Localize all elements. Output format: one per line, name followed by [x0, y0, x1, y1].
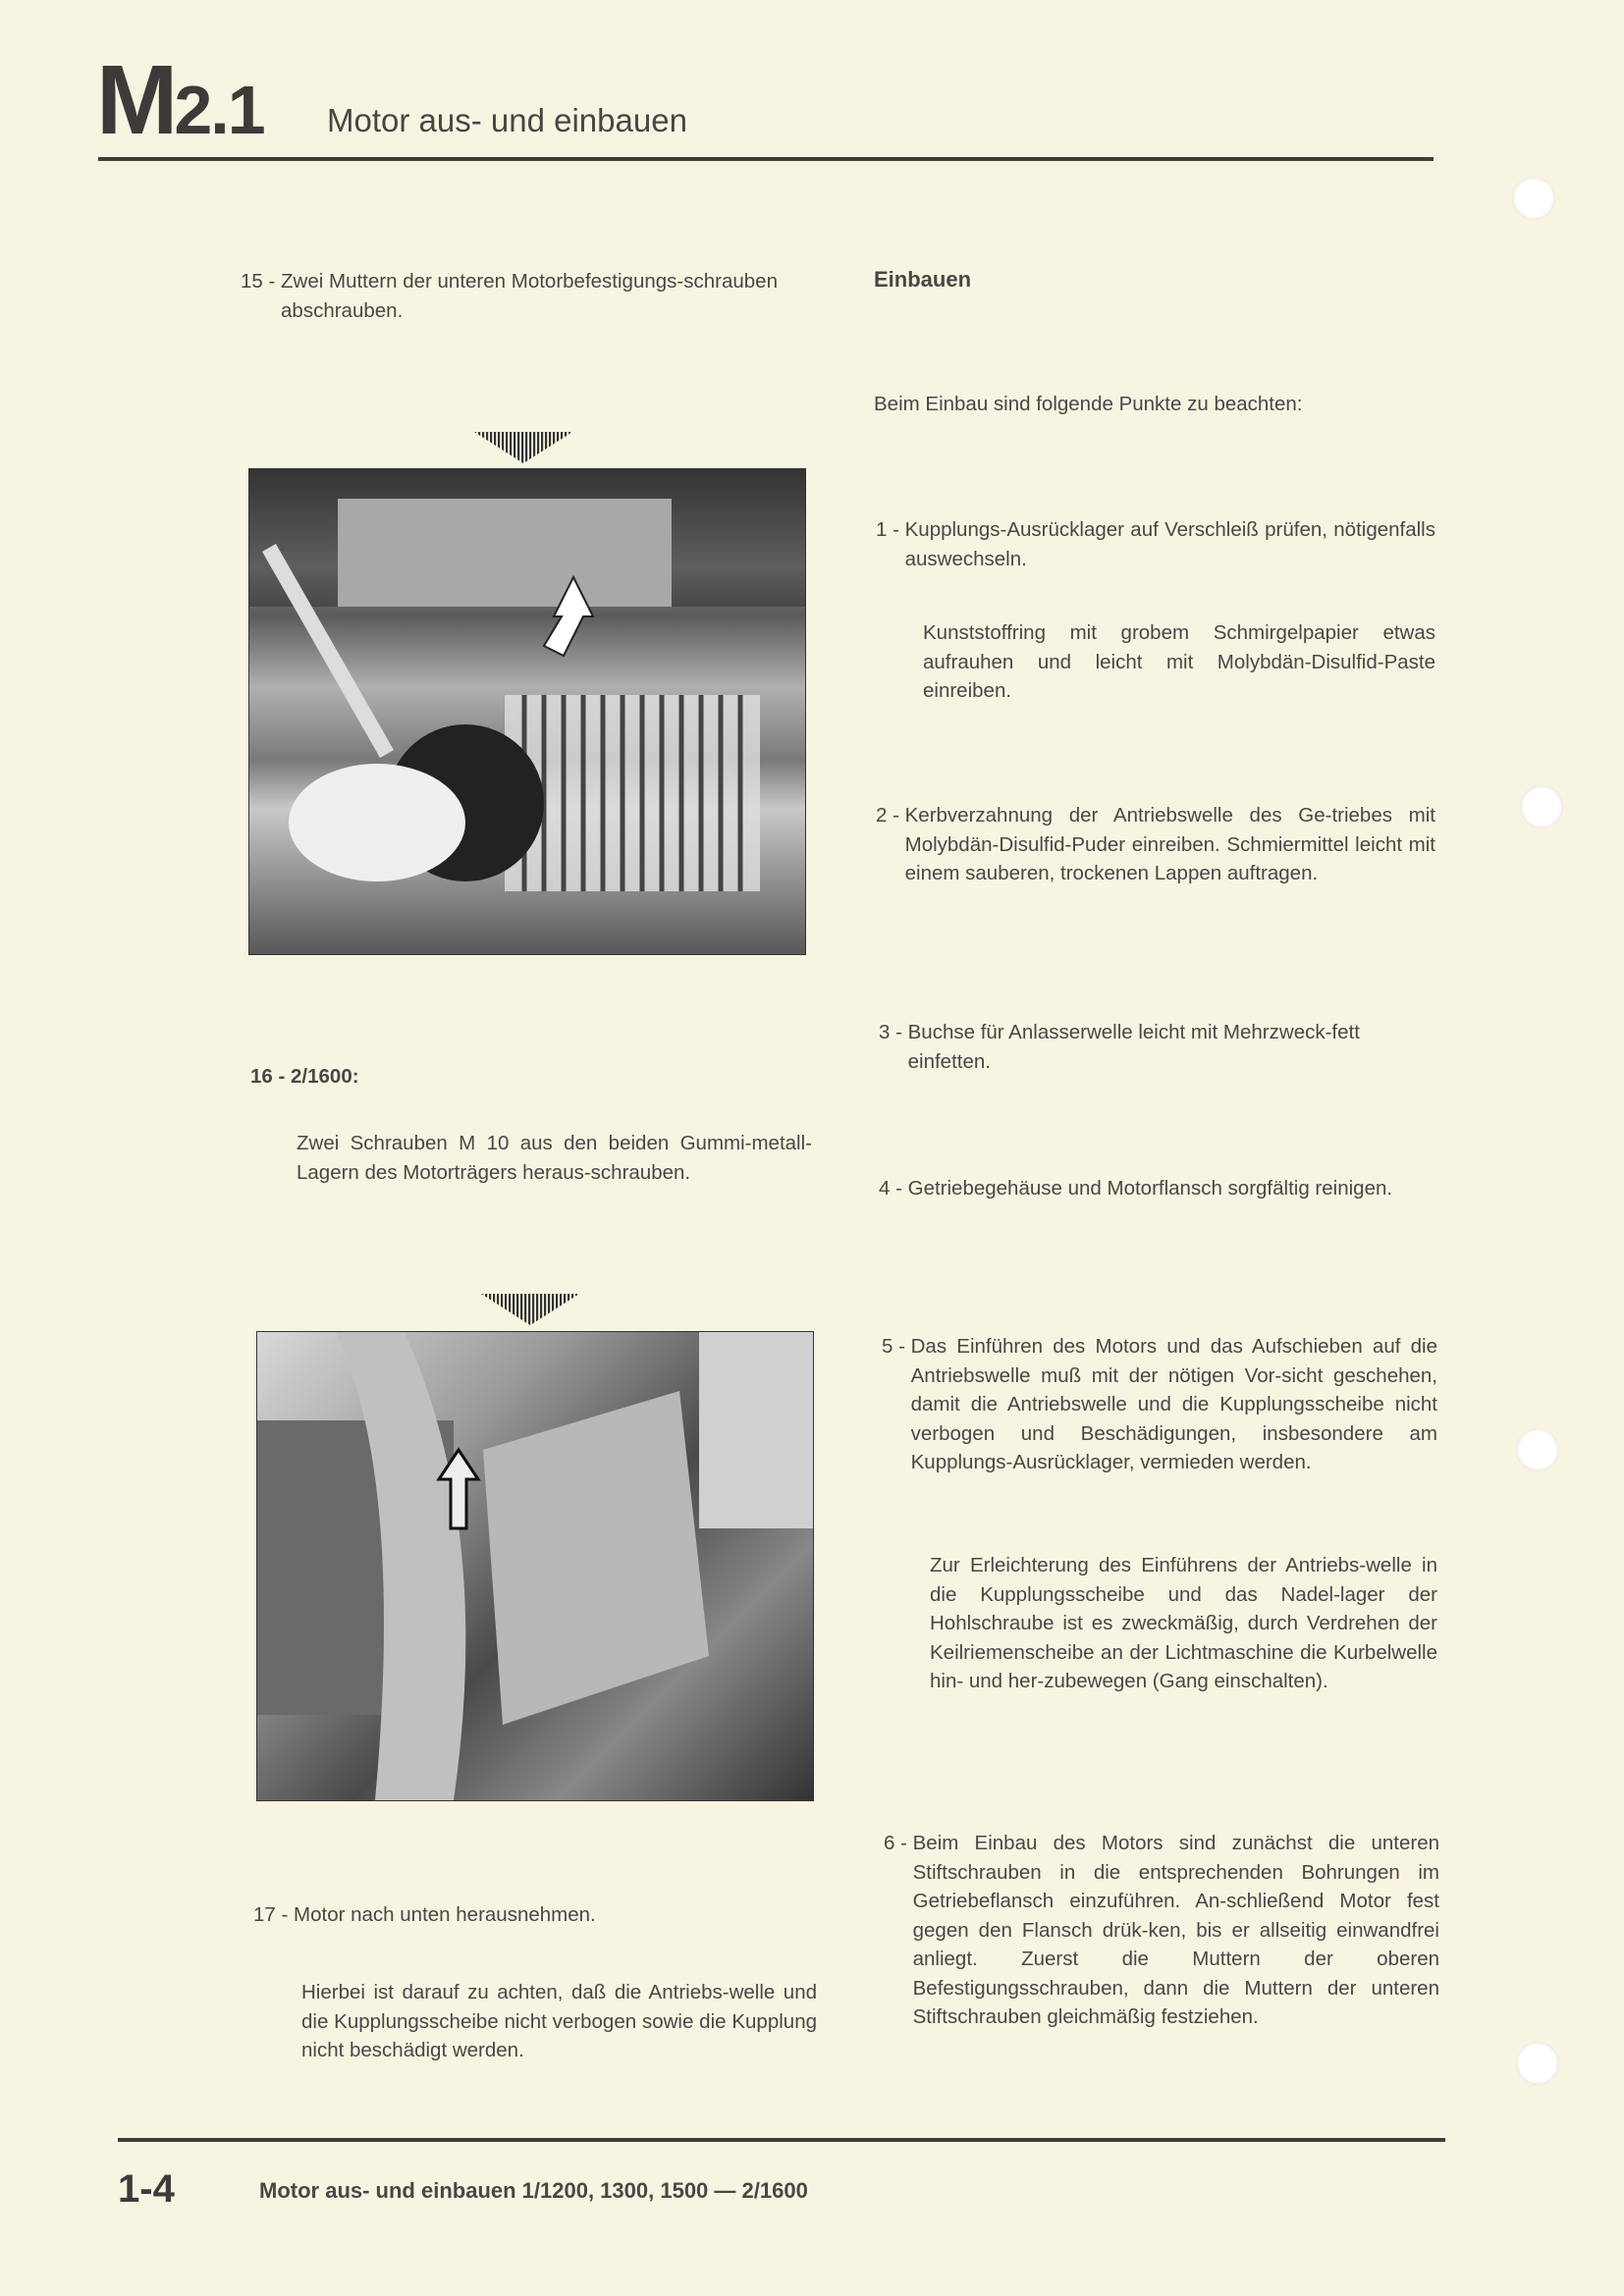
step-text: Das Einführen des Motors und das Aufschieben auf die Antriebswelle muß mit der nötigen Vor-sicht geschehen, damit die Antriebswelle und die Kupplungsscheibe nicht verbogen und Beschädigungen, insbesondere am Kupplungs-Ausrücklager, vermieden werden.	[910, 1335, 1437, 1473]
step-text: Buchse für Anlasserwelle leicht mit Mehrzweck-fett einfetten.	[907, 1021, 1360, 1073]
page-title: Motor aus- und einbauen	[327, 102, 687, 138]
step-5	[882, 1332, 1437, 1477]
step-text: Getriebegehäuse und Motorflansch sorgfältig reinigen.	[907, 1177, 1393, 1200]
step-number: 1 -	[876, 518, 905, 541]
step-text: Beim Einbau des Motors sind zunächst die unteren Stiftschrauben in die entsprechenden Bohrungen im Getriebeflansch einzuführen. An-schließend Motor fest gegen den Flansch drük-ken, bis er allseitig einwandfrei anliegt. Zuerst die Muttern der oberen Befestigungsschrauben, dann die Muttern der unteren Stiftschrauben gleichmäßig festziehen.	[912, 1832, 1439, 2028]
step-16-label: 16 - 2/1600:	[250, 1065, 359, 1088]
intro-text: Beim Einbau sind folgende Punkte zu beachten:	[874, 393, 1303, 415]
step-1-note: Kunststoffring mit grobem Schmirgelpapier etwas aufrauhen und leicht mit Molybdän-Disulfid-Paste einreiben.	[923, 621, 1435, 702]
step-text: Zwei Muttern der unteren Motorbefestigungs-schrauben abschrauben.	[281, 270, 778, 322]
section-number: 2.1	[174, 72, 264, 148]
step-number: 5 -	[882, 1335, 911, 1358]
arrow-down-marker-icon	[474, 432, 572, 463]
footer-rule	[118, 2138, 1445, 2142]
arrow-down-marker-icon	[481, 1294, 579, 1325]
step-4	[879, 1174, 1435, 1203]
step-16-text: Zwei Schrauben M 10 aus den beiden Gummi-metall-Lagern des Motorträgers heraus-schrauben.	[297, 1132, 812, 1184]
punch-hole	[1516, 2042, 1559, 2085]
punch-hole	[1512, 177, 1555, 220]
step-number: 6 -	[884, 1832, 913, 1854]
step-3	[879, 1018, 1435, 1076]
punch-hole	[1516, 1428, 1559, 1471]
punch-hole	[1520, 785, 1563, 828]
page-number: 1-4	[118, 2167, 175, 2211]
footer-title: Motor aus- und einbauen 1/1200, 1300, 1500 — 2/1600	[259, 2178, 808, 2203]
step-2	[876, 801, 1435, 888]
step-5-note: Zur Erleichterung des Einführens der Antriebs-welle in die Kupplungsscheibe und das Nadel-lager der Hohlschraube ist es zweckmäßig, durch Verdrehen der Keilriemenscheibe an der Lichtmaschine die Kurbelwelle hin- und her-zubewegen (Gang einschalten).	[930, 1554, 1437, 1692]
step-text: Motor nach unten herausnehmen.	[294, 1903, 596, 1926]
engine-photo-2	[256, 1331, 814, 1801]
section-heading-einbauen: Einbauen	[874, 267, 972, 292]
section-letter: M	[96, 45, 175, 155]
step-number: 4 -	[879, 1177, 908, 1200]
header-rule	[98, 157, 1434, 161]
step-text: Kupplungs-Ausrücklager auf Verschleiß prüfen, nötigenfalls auswechseln.	[904, 518, 1435, 570]
engine-photo-1	[248, 468, 806, 955]
section-code	[96, 45, 264, 159]
step-17	[253, 1900, 823, 1930]
step-number: 3 -	[879, 1021, 908, 1043]
step-number: 15 -	[241, 270, 282, 293]
step-number: 2 -	[876, 804, 905, 827]
step-text: Kerbverzahnung der Antriebswelle des Ge-triebes mit Molybdän-Disulfid-Puder einreiben. Schmiermittel leicht mit einem sauberen, trockenen Lappen auftragen.	[904, 804, 1435, 884]
step-15	[241, 267, 810, 325]
step-number: 17 -	[253, 1903, 295, 1926]
step-17-note: Hierbei ist darauf zu achten, daß die Antriebs-welle und die Kupplungsscheibe nicht verbogen sowie die Kupplung nicht beschädigt werden.	[301, 1981, 817, 2061]
step-6	[884, 1829, 1439, 2032]
step-1	[876, 515, 1435, 573]
